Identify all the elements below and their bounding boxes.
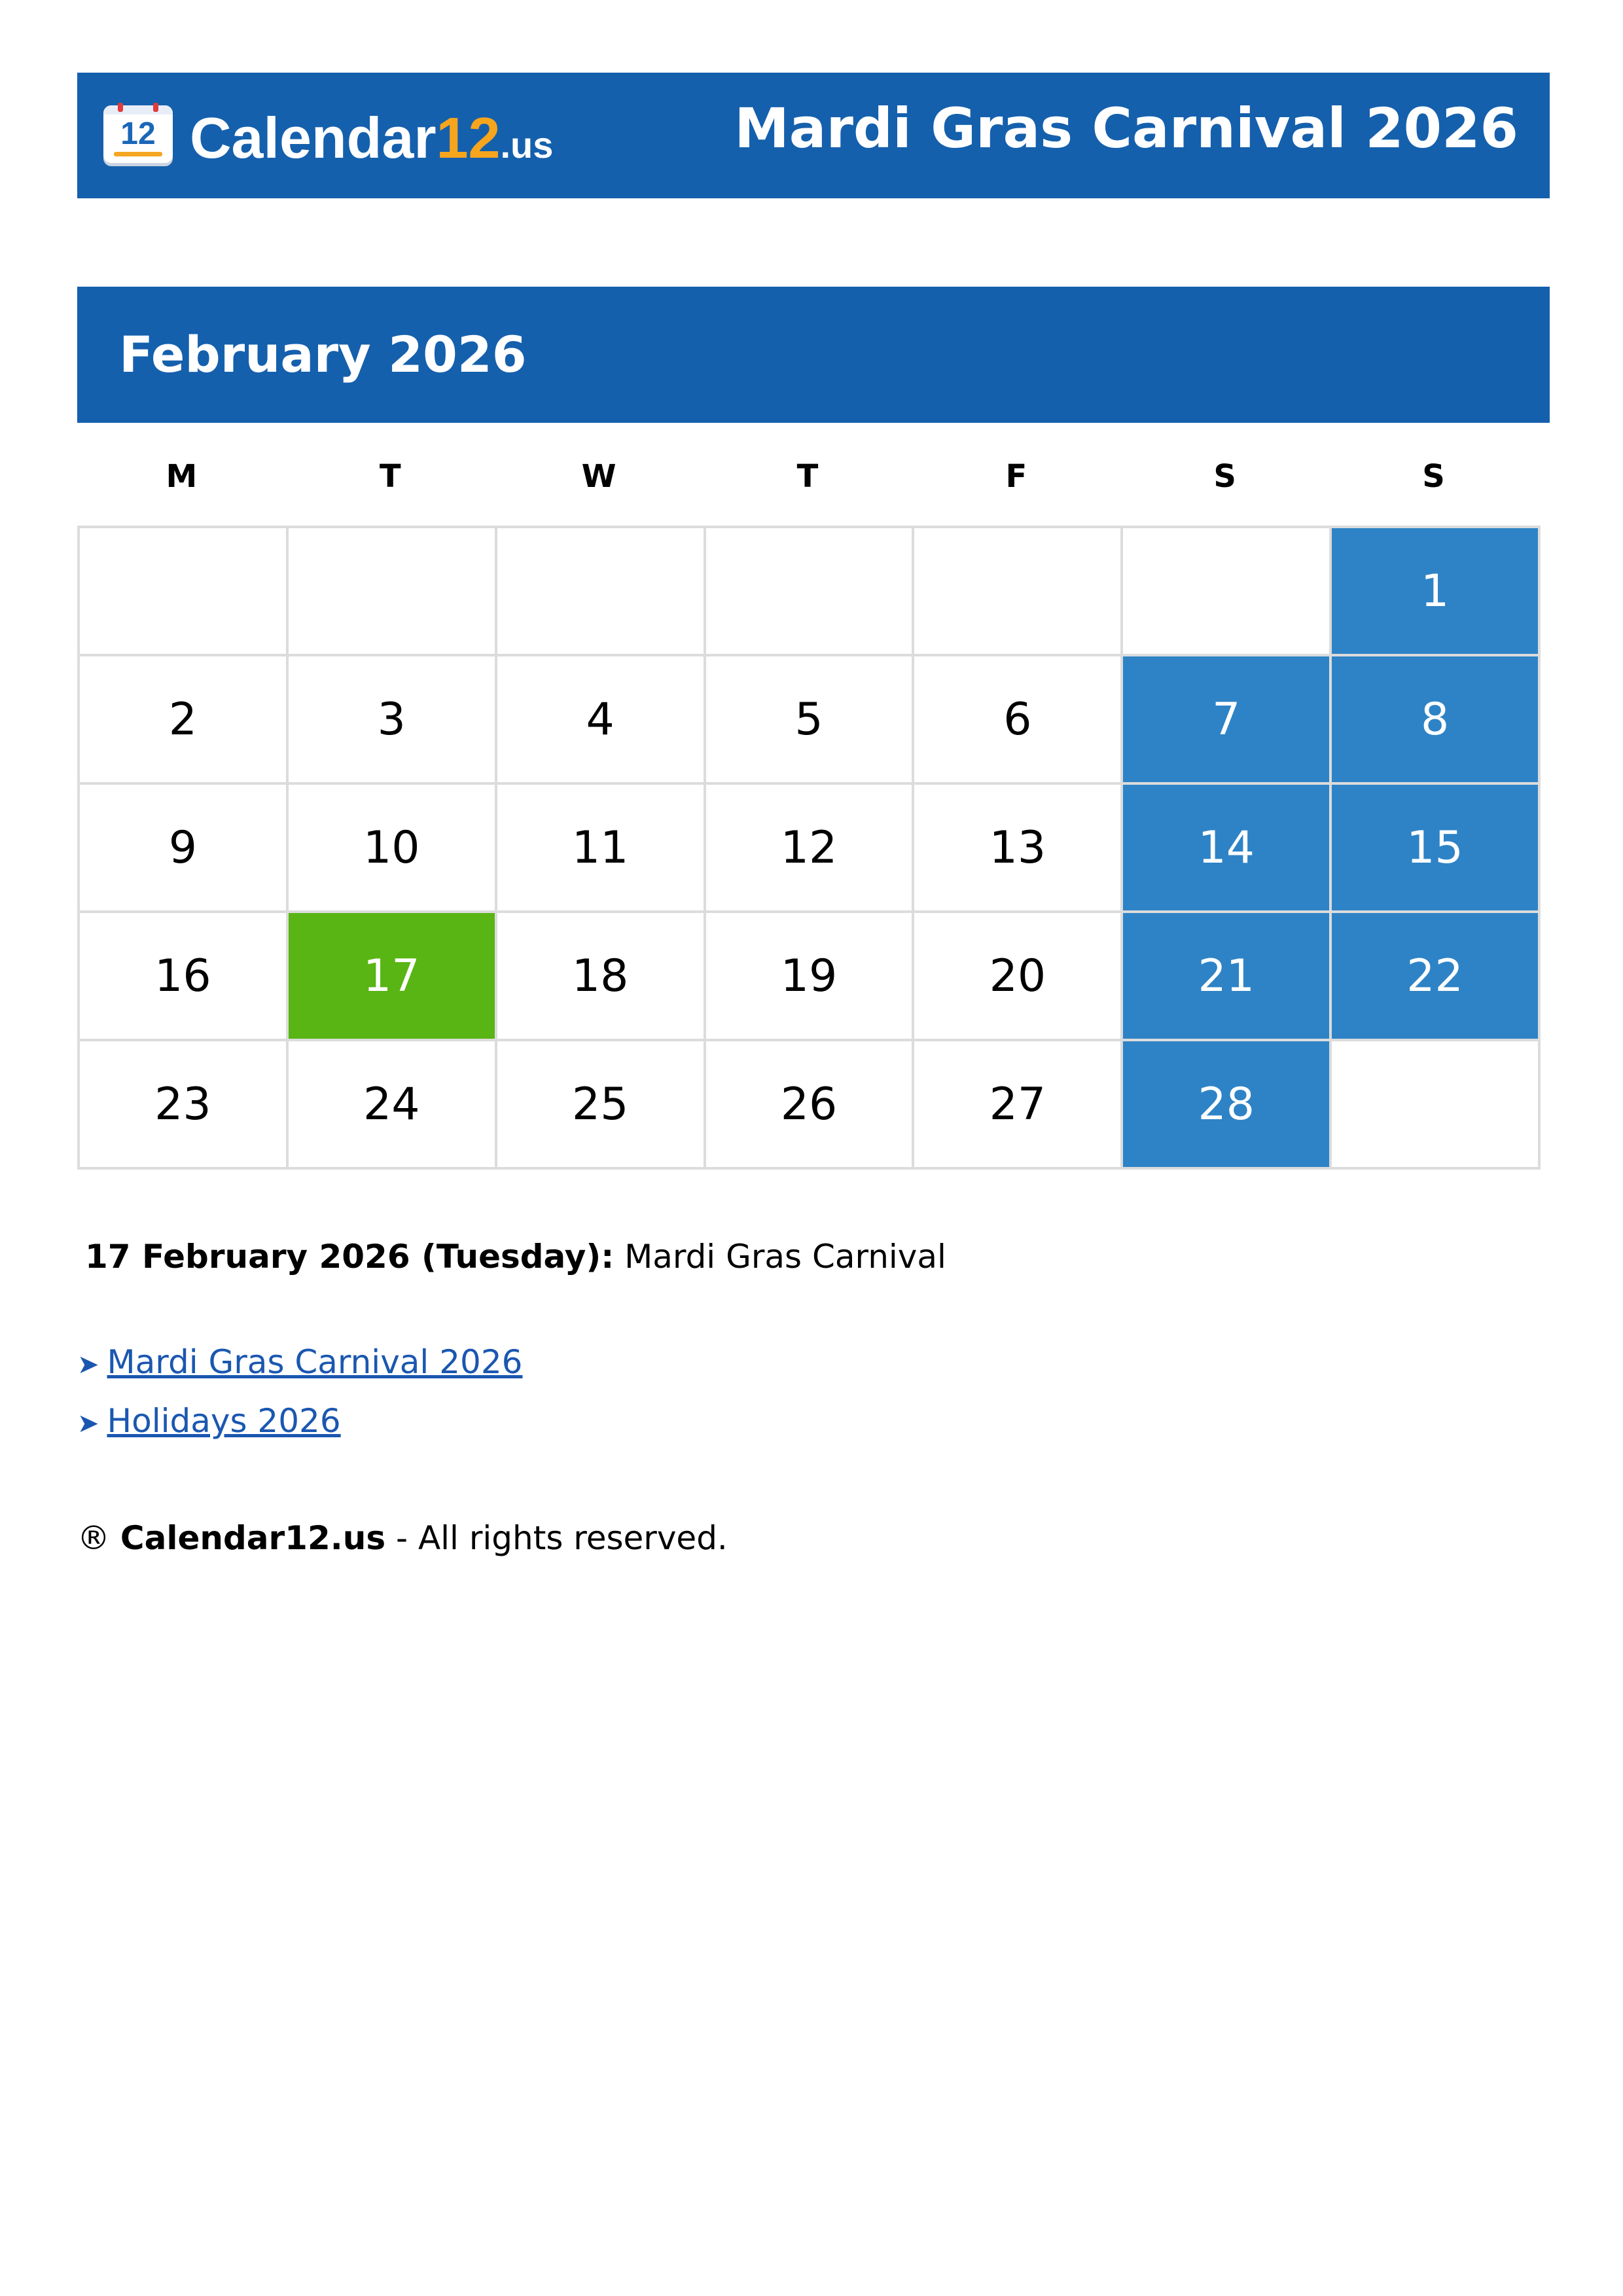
day-cell[interactable]: 21 [1123,913,1332,1041]
day-cell[interactable]: 5 [706,656,915,785]
day-cell[interactable]: 2 [80,656,289,785]
footer-brand: Calendar12.us [120,1519,386,1557]
day-cell[interactable]: 22 [1332,913,1541,1041]
empty-day-cell [914,528,1123,656]
day-cell[interactable]: 8 [1332,656,1541,785]
logo-brand-tld: .us [500,124,554,166]
logo-wordmark [190,105,553,178]
empty-day-cell [1332,1041,1541,1170]
empty-day-cell [1123,528,1332,656]
calendar-grid [77,526,1541,1170]
day-cell[interactable]: 6 [914,656,1123,785]
day-cell[interactable]: 9 [80,785,289,913]
link-holidays-2026[interactable]: Holidays 2026 [107,1402,341,1440]
day-cell[interactable]: 18 [497,913,706,1041]
day-cell[interactable]: 16 [80,913,289,1041]
page-header [77,73,1550,198]
event-name: Mardi Gras Carnival [624,1238,946,1276]
link-item [77,1391,522,1450]
link-mardi-gras-carnival-2026[interactable]: Mardi Gras Carnival 2026 [107,1343,523,1381]
day-cell[interactable]: 25 [497,1041,706,1170]
registered-symbol: ® [77,1519,110,1557]
empty-day-cell [706,528,915,656]
weekday-label: M [166,458,198,495]
day-cell[interactable]: 10 [289,785,497,913]
footer-text: - All rights reserved. [396,1519,728,1557]
day-cell[interactable]: 23 [80,1041,289,1170]
day-cell[interactable]: 27 [914,1041,1123,1170]
related-links [77,1333,522,1450]
empty-day-cell [289,528,497,656]
month-title: February 2026 [119,325,527,384]
empty-day-cell [497,528,706,656]
weekday-label: T [796,458,819,495]
day-cell[interactable]: 20 [914,913,1123,1041]
month-header [77,287,1550,423]
day-cell[interactable]: 26 [706,1041,915,1170]
page-title: Mardi Gras Carnival 2026 [734,96,1518,160]
day-cell-holiday[interactable]: 17 [289,913,497,1041]
day-cell[interactable]: 19 [706,913,915,1041]
day-cell[interactable]: 3 [289,656,497,785]
day-cell[interactable]: 1 [1332,528,1541,656]
logo-icon-number: 12 [120,117,156,151]
day-cell[interactable]: 12 [706,785,915,913]
day-cell[interactable]: 15 [1332,785,1541,913]
arrow-right-icon: ➤ [77,1350,99,1380]
logo-brand-number: 12 [436,105,501,170]
weekday-header-row [77,450,1538,503]
weekday-label: W [581,458,616,495]
day-cell[interactable]: 4 [497,656,706,785]
day-cell[interactable]: 14 [1123,785,1332,913]
day-cell[interactable]: 24 [289,1041,497,1170]
day-cell[interactable]: 11 [497,785,706,913]
weekday-label: S [1213,458,1236,495]
weekday-label: S [1422,458,1445,495]
footer [77,1512,728,1564]
weekday-label: T [379,458,401,495]
event-description [85,1230,946,1283]
weekday-label: F [1005,458,1027,495]
empty-day-cell [80,528,289,656]
day-cell[interactable]: 28 [1123,1041,1332,1170]
day-cell[interactable]: 7 [1123,656,1332,785]
link-item [77,1333,522,1391]
event-date: 17 February 2026 (Tuesday): [85,1238,615,1276]
logo-brand-main: Calendar [190,105,437,170]
calendar-icon [103,105,173,163]
day-cell[interactable]: 13 [914,785,1123,913]
arrow-right-icon: ➤ [77,1408,99,1439]
